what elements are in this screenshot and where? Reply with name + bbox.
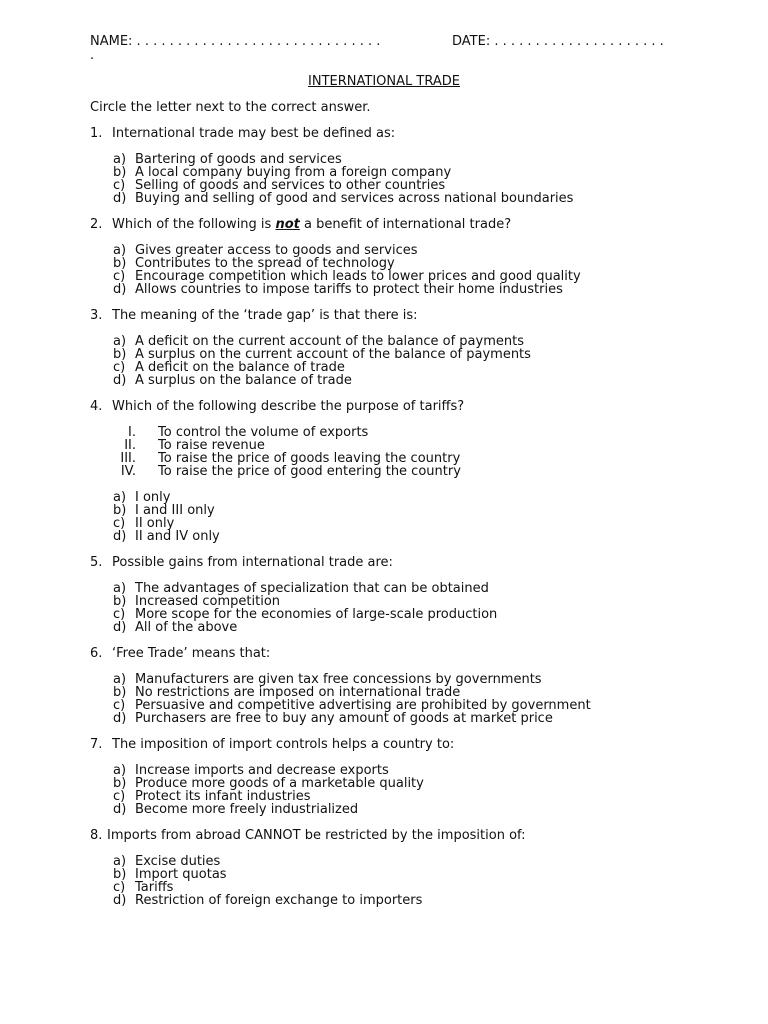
question-3 xyxy=(90,309,531,387)
option-letter: b) xyxy=(113,685,127,700)
question-emphasis: not xyxy=(275,217,300,232)
question-7 xyxy=(90,738,454,816)
answer-option[interactable] xyxy=(113,712,591,725)
option-letter: a) xyxy=(113,243,127,258)
question-text: Imports from abroad CANNOT be restricted by the imposition of: xyxy=(107,828,526,843)
question-number: 7. xyxy=(90,737,103,752)
question-text: Which of the following describe the purpose of tariffs? xyxy=(112,399,465,414)
option-text: Encourage competition which leads to lower prices and good quality xyxy=(135,269,581,284)
question-stem xyxy=(90,647,591,660)
page-title: INTERNATIONAL TRADE xyxy=(308,74,460,89)
question-stem xyxy=(90,127,573,140)
question-number: 3. xyxy=(90,308,103,323)
question-text: The meaning of the ‘trade gap’ is that there is: xyxy=(112,308,418,323)
answer-option[interactable] xyxy=(113,621,497,634)
roman-statement xyxy=(90,465,464,478)
option-text: Restriction of foreign exchange to importers xyxy=(135,893,423,908)
question-5 xyxy=(90,556,497,634)
option-text: Protect its infant industries xyxy=(135,789,311,804)
option-text: Selling of goods and services to other countries xyxy=(135,178,446,193)
answer-options xyxy=(113,153,573,205)
roman-numeral: IV. xyxy=(120,464,136,479)
name-field-label: NAME: . . . . . . . . . . . . . . . . . . . . . . . . . . . . . . xyxy=(90,34,381,49)
question-6 xyxy=(90,647,591,725)
question-stem xyxy=(90,400,464,413)
option-letter: c) xyxy=(113,178,126,193)
option-text: Manufacturers are given tax free concessions by governments xyxy=(135,672,542,687)
answer-options xyxy=(113,491,464,543)
statement-text: To control the volume of exports xyxy=(158,425,369,440)
option-text: No restrictions are imposed on international trade xyxy=(135,685,461,700)
option-letter: d) xyxy=(113,620,127,635)
option-letter: d) xyxy=(113,191,127,206)
question-number: 5. xyxy=(90,555,103,570)
question-number: 4. xyxy=(90,399,103,414)
option-letter: a) xyxy=(113,334,127,349)
option-text: Gives greater access to goods and services xyxy=(135,243,418,258)
option-letter: a) xyxy=(113,581,127,596)
option-letter: b) xyxy=(113,256,127,271)
question-stem xyxy=(90,738,454,751)
option-letter: a) xyxy=(113,854,127,869)
instructions: Circle the letter next to the correct answer. xyxy=(90,100,371,115)
option-letter: d) xyxy=(113,529,127,544)
option-text: Increase imports and decrease exports xyxy=(135,763,389,778)
answer-options xyxy=(113,673,591,725)
option-letter: d) xyxy=(113,893,127,908)
roman-numeral: III. xyxy=(120,451,136,466)
question-stem xyxy=(90,218,581,231)
option-letter: c) xyxy=(113,880,126,895)
question-text: Possible gains from international trade are: xyxy=(112,555,393,570)
answer-option[interactable] xyxy=(113,374,531,387)
option-letter: c) xyxy=(113,516,126,531)
option-letter: b) xyxy=(113,594,127,609)
option-text: A deficit on the current account of the balance of payments xyxy=(135,334,524,349)
option-text: Purchasers are free to buy any amount of goods at market price xyxy=(135,711,553,726)
question-text: International trade may best be defined as: xyxy=(112,126,396,141)
header xyxy=(90,35,690,63)
option-letter: a) xyxy=(113,763,127,778)
statement-text: To raise the price of goods leaving the country xyxy=(158,451,461,466)
question-stem xyxy=(90,556,497,569)
option-text: Import quotas xyxy=(135,867,227,882)
option-text: A deficit on the balance of trade xyxy=(135,360,345,375)
option-text: Produce more goods of a marketable quality xyxy=(135,776,424,791)
roman-statement xyxy=(90,426,464,439)
option-letter: b) xyxy=(113,776,127,791)
answer-options xyxy=(113,244,581,296)
question-text: The imposition of import controls helps a country to: xyxy=(112,737,455,752)
option-text: II only xyxy=(135,516,175,531)
question-text: ‘Free Trade’ means that: xyxy=(112,646,271,661)
option-letter: d) xyxy=(113,802,127,817)
option-text: Persuasive and competitive advertising are prohibited by government xyxy=(135,698,591,713)
answer-options xyxy=(113,764,454,816)
option-text: I only xyxy=(135,490,171,505)
option-text: Allows countries to impose tariffs to protect their home industries xyxy=(135,282,563,297)
option-letter: a) xyxy=(113,490,127,505)
option-text: I and III only xyxy=(135,503,215,518)
option-letter: b) xyxy=(113,347,127,362)
question-stem xyxy=(90,309,531,322)
question-stem xyxy=(90,829,526,842)
roman-numeral: II. xyxy=(124,438,136,453)
statement-text: To raise revenue xyxy=(158,438,265,453)
answer-options xyxy=(113,335,531,387)
option-text: A local company buying from a foreign company xyxy=(135,165,452,180)
statement-text: To raise the price of good entering the country xyxy=(158,464,461,479)
option-text: The advantages of specialization that can be obtained xyxy=(135,581,489,596)
answer-options xyxy=(113,855,526,907)
roman-numeral: I. xyxy=(128,425,136,440)
option-letter: d) xyxy=(113,373,127,388)
question-4 xyxy=(90,400,464,543)
question-1 xyxy=(90,127,573,205)
option-text: Tariffs xyxy=(135,880,174,895)
answer-option[interactable] xyxy=(113,868,526,881)
option-text: All of the above xyxy=(135,620,238,635)
question-8 xyxy=(90,829,526,907)
answer-option[interactable] xyxy=(113,803,454,816)
option-letter: c) xyxy=(113,607,126,622)
option-letter: b) xyxy=(113,867,127,882)
option-text: Become more freely industrialized xyxy=(135,802,359,817)
option-text: A surplus on the balance of trade xyxy=(135,373,352,388)
date-field-overflow: . xyxy=(90,48,95,63)
option-letter: a) xyxy=(113,672,127,687)
option-text: Buying and selling of good and services across national boundaries xyxy=(135,191,574,206)
question-2 xyxy=(90,218,581,296)
option-letter: d) xyxy=(113,282,127,297)
option-letter: d) xyxy=(113,711,127,726)
option-text: A surplus on the current account of the balance of payments xyxy=(135,347,531,362)
option-letter: b) xyxy=(113,503,127,518)
option-text: Increased competition xyxy=(135,594,281,609)
question-number: 6. xyxy=(90,646,103,661)
option-letter: c) xyxy=(113,698,126,713)
option-text: Excise duties xyxy=(135,854,221,869)
date-field-label: DATE: . . . . . . . . . . . . . . . . . . . . . xyxy=(452,34,664,49)
option-letter: c) xyxy=(113,269,126,284)
option-letter: a) xyxy=(113,152,127,167)
answer-option[interactable] xyxy=(113,894,526,907)
answer-options xyxy=(113,582,497,634)
question-text-end: a benefit of international trade? xyxy=(299,217,512,232)
question-number: 8. xyxy=(90,828,103,843)
option-letter: c) xyxy=(113,360,126,375)
option-text: More scope for the economies of large-scale production xyxy=(135,607,498,622)
question-number: 1. xyxy=(90,126,103,141)
option-text: Contributes to the spread of technology xyxy=(135,256,395,271)
answer-option[interactable] xyxy=(113,530,464,543)
option-text: Bartering of goods and services xyxy=(135,152,342,167)
answer-option[interactable] xyxy=(113,192,573,205)
question-text: Which of the following is xyxy=(112,217,276,232)
option-letter: c) xyxy=(113,789,126,804)
question-number: 2. xyxy=(90,217,103,232)
option-letter: b) xyxy=(113,165,127,180)
answer-option[interactable] xyxy=(113,283,581,296)
option-text: II and IV only xyxy=(135,529,220,544)
roman-statements xyxy=(90,426,464,478)
